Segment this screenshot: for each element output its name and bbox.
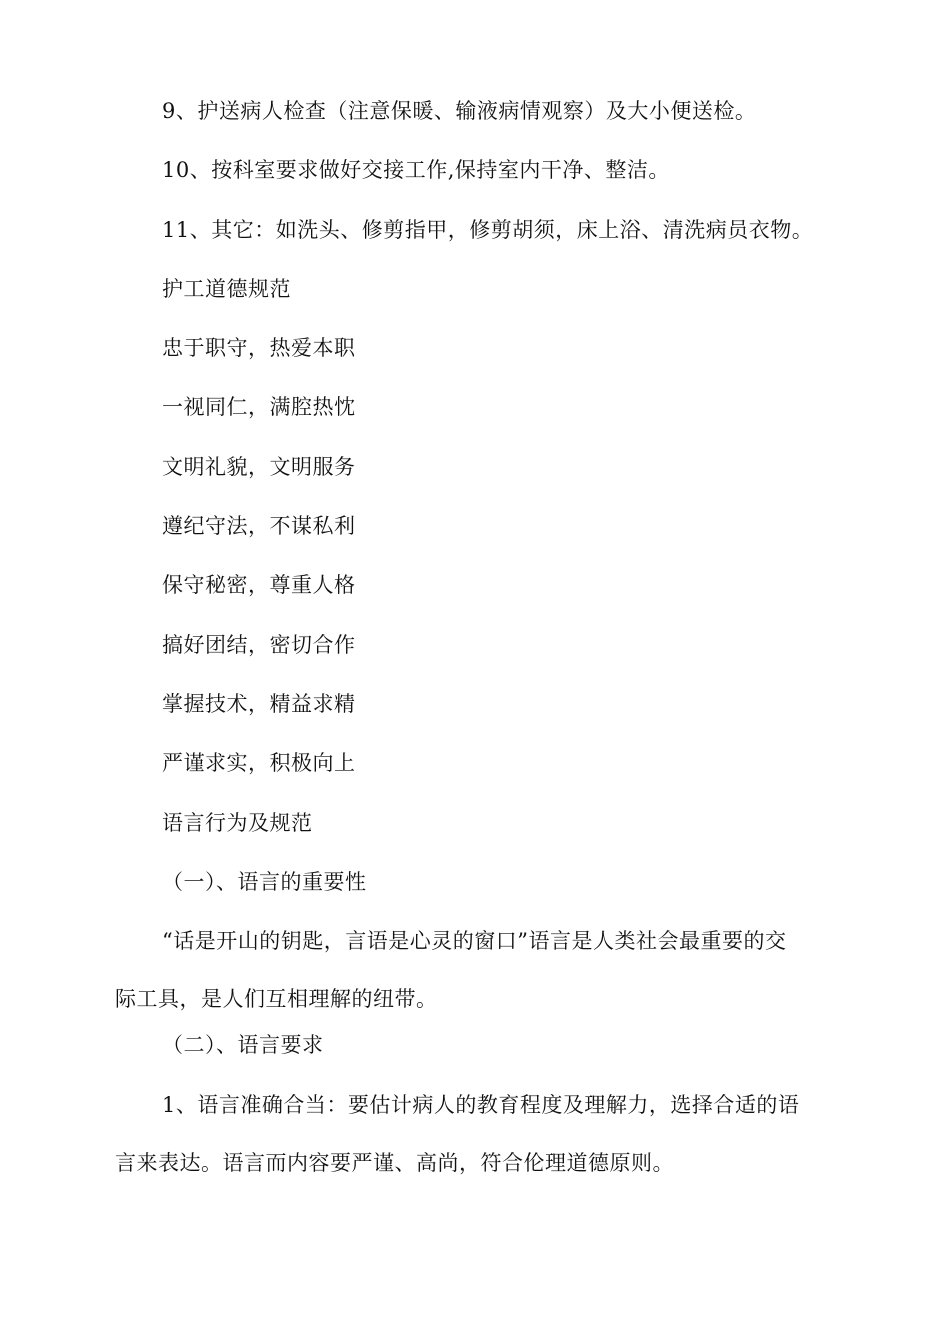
ethics-line-2: 一视同仁，满腔热忱 [162, 395, 356, 419]
paragraph-requirement-1-line-1: 1、语言准确合当：要估计病人的教育程度及理解力，选择合适的语 [162, 1093, 800, 1117]
text-line-item-9: 9、护送病人检查（注意保暖、输液病情观察）及大小便送检。 [162, 99, 757, 123]
ethics-line-4: 遵纪守法，不谋私利 [162, 514, 356, 538]
ethics-line-5: 保守秘密，尊重人格 [162, 573, 356, 597]
text-line-item-11: 11、其它：如洗头、修剪指甲，修剪胡须，床上浴、清洗病员衣物。 [162, 218, 814, 242]
section-heading-ethics: 护工道德规范 [162, 277, 291, 301]
paragraph-importance-line-1: “话是开山的钥匙，言语是心灵的窗口”语言是人类社会最重要的交 [162, 929, 787, 953]
paragraph-importance [115, 926, 837, 1014]
paragraph-requirement-1-line-2: 言来表达。语言而内容要严谨、高尚，符合伦理道德原则。 [115, 1151, 674, 1175]
subsection-heading-requirements: （二）、语言要求 [162, 1033, 324, 1057]
ethics-line-3: 文明礼貌，文明服务 [162, 455, 356, 479]
paragraph-importance-line-2: 际工具，是人们互相理解的纽带。 [115, 987, 438, 1011]
subsection-heading-importance: （一）、语言的重要性 [162, 870, 367, 894]
ethics-line-8: 严谨求实，积极向上 [162, 751, 356, 775]
paragraph-requirement-1 [115, 1090, 837, 1178]
section-heading-language: 语言行为及规范 [162, 811, 313, 835]
ethics-line-6: 搞好团结，密切合作 [162, 633, 356, 657]
ethics-line-1: 忠于职守，热爱本职 [162, 336, 356, 360]
text-line-item-10: 10、按科室要求做好交接工作,保持室内干净、整洁。 [162, 158, 670, 182]
ethics-line-7: 掌握技术，精益求精 [162, 692, 356, 716]
